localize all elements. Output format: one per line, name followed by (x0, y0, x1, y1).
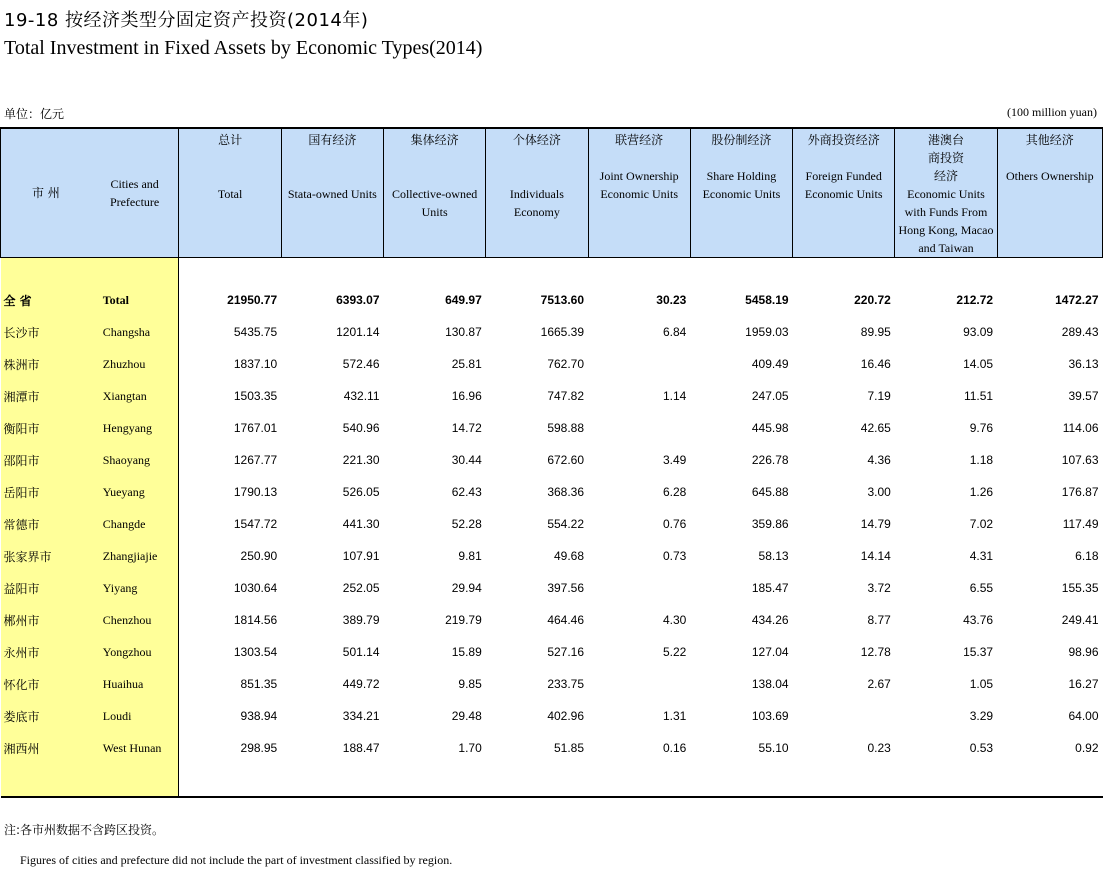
header-col-cn: 其他经济 (1025, 133, 1074, 147)
city-name-cn: 株洲市 (1, 348, 91, 380)
cell-value: 15.89 (451, 645, 482, 659)
cell-value: 649.97 (445, 293, 482, 307)
cell-value: 1.31 (662, 709, 687, 723)
cell-value: 5.22 (662, 645, 687, 659)
city-name-cn: 长沙市 (1, 316, 91, 348)
cell-value: 16.46 (860, 357, 891, 371)
cell-value: 851.35 (240, 677, 278, 691)
cell-value (588, 572, 690, 604)
cell-value: 527.16 (547, 645, 585, 659)
city-name-cn: 邵阳市 (1, 444, 91, 476)
cell-value: 89.95 (860, 325, 891, 339)
cell-value: 762.70 (547, 357, 585, 371)
cell-value: 130.87 (445, 325, 482, 339)
header-col-3 (486, 128, 588, 258)
cell-value: 220.72 (854, 293, 891, 307)
cell-value: 226.78 (751, 453, 789, 467)
city-name-en: Zhangjiajie (91, 540, 179, 572)
cell-value: 39.57 (1068, 389, 1099, 403)
table-row (1, 508, 1103, 540)
spacer-row (1, 764, 1103, 797)
header-col-en: Foreign Funded Economic Units (804, 169, 883, 201)
city-name-cn: 湘西州 (1, 732, 91, 764)
header-col-7 (895, 128, 997, 258)
cell-value: 1665.39 (540, 325, 585, 339)
cell-value: 2.67 (867, 677, 891, 691)
cell-value: 1.70 (458, 741, 482, 755)
cell-value: 250.90 (240, 549, 278, 563)
cell-value: 0.53 (969, 741, 994, 755)
cell-value: 6.28 (662, 485, 687, 499)
cell-value: 43.76 (963, 613, 994, 627)
cell-value: 1267.77 (233, 453, 278, 467)
cell-value: 3.29 (969, 709, 994, 723)
city-name-cn: 永州市 (1, 636, 91, 668)
cell-value: 4.31 (969, 549, 994, 563)
header-col-8 (997, 128, 1102, 258)
header-col-en: Joint Ownership Economic Units (599, 169, 679, 201)
cell-value: 402.96 (547, 709, 585, 723)
unit-label-cn: 单位：亿元 (4, 107, 65, 121)
table-row (1, 444, 1103, 476)
cell-value: 572.46 (342, 357, 380, 371)
cell-value: 672.60 (547, 453, 585, 467)
cell-value: 6.55 (969, 581, 994, 595)
cell-value: 0.76 (662, 517, 687, 531)
table-row (1, 348, 1103, 380)
cell-value: 29.48 (451, 709, 482, 723)
cell-value: 540.96 (342, 421, 380, 435)
cell-value: 449.72 (342, 677, 380, 691)
table-row (1, 476, 1103, 508)
note-en: Figures of cities and prefecture did not include the part of investment classified by region. (20, 853, 453, 867)
cell-value: 16.96 (451, 389, 482, 403)
cell-value: 4.36 (867, 453, 891, 467)
table-row (1, 316, 1103, 348)
cell-value: 6393.07 (336, 293, 380, 307)
cell-value: 29.94 (451, 581, 482, 595)
city-name-en: Changsha (91, 316, 179, 348)
header-col-0 (179, 128, 281, 258)
cell-value: 93.09 (963, 325, 994, 339)
header-col-cn: 股份制经济 (711, 133, 772, 147)
cell-value: 188.47 (342, 741, 380, 755)
header-col-cn: 港澳台商投资经济 (927, 133, 964, 183)
cell-value: 397.56 (547, 581, 585, 595)
cell-value: 1959.03 (745, 325, 789, 339)
cell-value: 138.04 (751, 677, 789, 691)
city-name-cn: 衡阳市 (1, 412, 91, 444)
header-col-cn: 外商投资经济 (807, 133, 880, 147)
header-col-en: Individuals Economy (509, 187, 564, 219)
cell-value: 7.02 (969, 517, 994, 531)
cell-value: 9.76 (969, 421, 994, 435)
investment-table (0, 127, 1103, 798)
cell-value: 212.72 (956, 293, 994, 307)
city-name-en: Hengyang (91, 412, 179, 444)
cell-value: 7.19 (867, 389, 891, 403)
cell-value: 252.05 (342, 581, 380, 595)
cell-value: 0.73 (662, 549, 687, 563)
note-cn: 注:各市州数据不含跨区投资。 (4, 823, 165, 837)
cell-value: 1030.64 (233, 581, 278, 595)
cell-value: 3.49 (662, 453, 687, 467)
city-name-cn: 岳阳市 (1, 476, 91, 508)
cell-value: 12.78 (860, 645, 891, 659)
cell-value: 58.13 (758, 549, 789, 563)
cell-value: 25.81 (451, 357, 482, 371)
cell-value: 55.10 (758, 741, 789, 755)
cell-value: 98.96 (1068, 645, 1099, 659)
header-col-2 (384, 128, 486, 258)
cell-value: 434.26 (751, 613, 789, 627)
city-name-cn: 常德市 (1, 508, 91, 540)
city-name-cn: 怀化市 (1, 668, 91, 700)
cell-value: 247.05 (751, 389, 789, 403)
cell-value: 155.35 (1061, 581, 1099, 595)
cell-value: 3.00 (867, 485, 891, 499)
city-name-en: Yongzhou (91, 636, 179, 668)
cell-value: 1.05 (969, 677, 994, 691)
cell-value: 3.72 (867, 581, 891, 595)
cell-value: 103.69 (751, 709, 789, 723)
cell-value: 6.84 (662, 325, 687, 339)
cell-value: 14.79 (860, 517, 891, 531)
city-name-en: Chenzhou (91, 604, 179, 636)
cell-value: 117.49 (1062, 517, 1099, 531)
cell-value: 432.11 (343, 389, 380, 403)
cell-value: 107.91 (342, 549, 380, 563)
cell-value: 8.77 (867, 613, 891, 627)
cell-value: 1790.13 (233, 485, 278, 499)
cell-value: 1.26 (969, 485, 994, 499)
city-name-en: Loudi (91, 700, 179, 732)
cell-value: 554.22 (547, 517, 585, 531)
cell-value: 127.04 (751, 645, 789, 659)
table-row (1, 412, 1103, 444)
cell-value: 6.18 (1075, 549, 1099, 563)
header-col-en: Others Ownership (1005, 169, 1094, 183)
cell-value: 21950.77 (227, 293, 278, 307)
city-name-en: Huaihua (91, 668, 179, 700)
table-row (1, 572, 1103, 604)
header-col-cn: 联营经济 (615, 133, 664, 147)
header-city-en: Cities and Prefecture (91, 128, 179, 258)
header-city-cn: 市 州 (1, 128, 91, 258)
cell-value: 938.94 (240, 709, 278, 723)
table-row (1, 700, 1103, 732)
cell-value: 9.85 (458, 677, 482, 691)
cell-value: 289.43 (1061, 325, 1099, 339)
cell-value: 15.37 (963, 645, 994, 659)
cell-value: 14.72 (451, 421, 482, 435)
city-name-cn: 娄底市 (1, 700, 91, 732)
header-col-cn: 集体经济 (410, 133, 459, 147)
cell-value: 526.05 (342, 485, 380, 499)
cell-value (588, 668, 690, 700)
header-row (1, 128, 1103, 258)
city-name-cn: 全 省 (1, 284, 91, 316)
cell-value: 233.75 (547, 677, 585, 691)
cell-value: 62.43 (451, 485, 482, 499)
table-row (1, 636, 1103, 668)
cell-value: 14.14 (860, 549, 891, 563)
cell-value: 1201.14 (336, 325, 380, 339)
cell-value: 1.14 (662, 389, 687, 403)
cell-value: 598.88 (547, 421, 585, 435)
cell-value (793, 700, 895, 732)
city-name-cn: 郴州市 (1, 604, 91, 636)
table-body (1, 258, 1103, 798)
header-col-en: Stata-owned Units (287, 187, 377, 201)
city-name-en: Yueyang (91, 476, 179, 508)
cell-value: 219.79 (445, 613, 482, 627)
city-name-cn: 张家界市 (1, 540, 91, 572)
cell-value: 464.46 (547, 613, 585, 627)
header-col-en: Economic Units with Funds From Hong Kong, Macao and Taiwan (898, 187, 994, 255)
cell-value: 501.14 (342, 645, 380, 659)
cell-value: 1547.72 (233, 517, 278, 531)
table-row (1, 540, 1103, 572)
cell-value: 42.65 (860, 421, 891, 435)
spacer-row (1, 258, 1103, 285)
city-name-en: Shaoyang (91, 444, 179, 476)
cell-value: 409.49 (751, 357, 789, 371)
cell-value: 30.23 (656, 293, 687, 307)
cell-value: 16.27 (1068, 677, 1099, 691)
cell-value: 49.68 (554, 549, 585, 563)
page-title-en: Total Investment in Fixed Assets by Economic Types(2014) (4, 37, 483, 59)
header-col-cn: 国有经济 (308, 133, 357, 147)
cell-value: 1767.01 (233, 421, 278, 435)
cell-value: 359.86 (751, 517, 789, 531)
cell-value: 52.28 (451, 517, 482, 531)
cell-value: 445.98 (751, 421, 789, 435)
cell-value: 176.87 (1061, 485, 1099, 499)
cell-value: 11.51 (963, 389, 994, 403)
city-name-en: Zhuzhou (91, 348, 179, 380)
cell-value: 1472.27 (1055, 293, 1099, 307)
cell-value: 30.44 (451, 453, 482, 467)
cell-value: 114.06 (1062, 421, 1099, 435)
cell-value: 1837.10 (233, 357, 278, 371)
cell-value: 64.00 (1068, 709, 1099, 723)
table-row (1, 284, 1103, 316)
cell-value: 298.95 (240, 741, 278, 755)
cell-value: 0.16 (662, 741, 687, 755)
header-col-en: Collective-owned Units (391, 187, 478, 219)
cell-value: 51.85 (554, 741, 585, 755)
cell-value: 1503.35 (233, 389, 278, 403)
cell-value: 0.23 (867, 741, 891, 755)
cell-value: 36.13 (1068, 357, 1099, 371)
cell-value: 14.05 (963, 357, 994, 371)
cell-value: 185.47 (751, 581, 789, 595)
header-col-4 (588, 128, 690, 258)
cell-value: 368.36 (547, 485, 585, 499)
cell-value: 7513.60 (540, 293, 585, 307)
cell-value: 1303.54 (233, 645, 278, 659)
cell-value: 221.30 (342, 453, 380, 467)
cell-value: 249.41 (1061, 613, 1099, 627)
cell-value: 0.92 (1075, 741, 1099, 755)
page-title-cn: 19-18 按经济类型分固定资产投资(2014年) (4, 10, 369, 31)
cell-value: 107.63 (1061, 453, 1099, 467)
header-col-cn: 个体经济 (512, 133, 561, 147)
cell-value (588, 412, 690, 444)
city-name-en: Total (91, 284, 179, 316)
header-col-cn: 总计 (218, 133, 243, 147)
city-name-en: West Hunan (91, 732, 179, 764)
table-row (1, 732, 1103, 764)
cell-value: 9.81 (458, 549, 482, 563)
header-col-en: Total (217, 187, 243, 201)
cell-value: 4.30 (662, 613, 687, 627)
city-name-en: Xiangtan (91, 380, 179, 412)
table-row (1, 604, 1103, 636)
city-name-cn: 益阳市 (1, 572, 91, 604)
cell-value: 5458.19 (745, 293, 789, 307)
table-row (1, 380, 1103, 412)
unit-label-en: (100 million yuan) (1007, 105, 1097, 119)
cell-value: 1.18 (969, 453, 994, 467)
cell-value: 441.30 (342, 517, 380, 531)
cell-value: 645.88 (751, 485, 789, 499)
cell-value: 389.79 (342, 613, 380, 627)
table-row (1, 668, 1103, 700)
cell-value: 1814.56 (233, 613, 278, 627)
header-col-1 (281, 128, 383, 258)
city-name-en: Yiyang (91, 572, 179, 604)
cell-value (588, 348, 690, 380)
city-name-en: Changde (91, 508, 179, 540)
city-name-cn: 湘潭市 (1, 380, 91, 412)
header-col-6 (793, 128, 895, 258)
header-col-5 (690, 128, 792, 258)
header-col-en: Share Holding Economic Units (702, 169, 781, 201)
cell-value: 334.21 (342, 709, 380, 723)
cell-value: 747.82 (547, 389, 585, 403)
cell-value: 5435.75 (233, 325, 278, 339)
